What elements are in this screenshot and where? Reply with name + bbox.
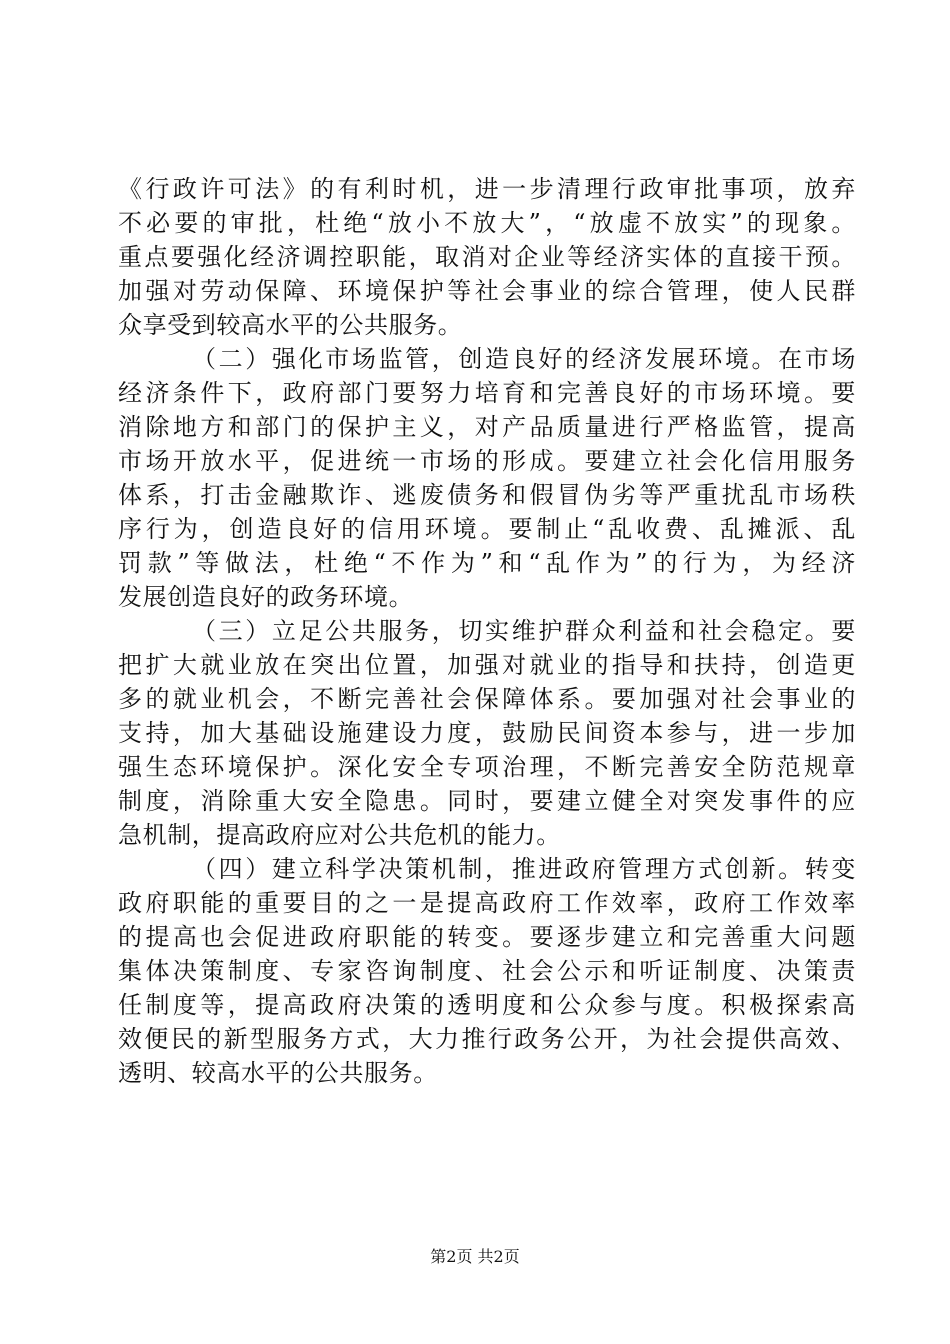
text-line: 任制度等，提高政府决策的透明度和公众参与度。积极探索高: [118, 991, 856, 1019]
paragraph-heading-line: （二）强化市场监管，创造良好的经济发展环境。在市场: [192, 345, 856, 373]
paragraph-heading-line: （四）建立科学决策机制，推进政府管理方式创新。转变: [192, 855, 856, 883]
text-line: 序行为，创造良好的信用环境。要制止“乱收费、乱摊派、乱: [118, 515, 856, 543]
text-line: 《行政许可法》的有利时机，进一步清理行政审批事项，放弃: [118, 175, 856, 203]
text-line: 强生态环境保护。深化安全专项治理，不断完善安全防范规章: [118, 753, 856, 781]
text-line: 多的就业机会，不断完善社会保障体系。要加强对社会事业的: [118, 685, 856, 713]
text-line: 消除地方和部门的保护主义，对产品质量进行严格监管，提高: [118, 413, 856, 441]
text-line: 的提高也会促进政府职能的转变。要逐步建立和完善重大问题: [118, 923, 856, 951]
text-line: 经济条件下，政府部门要努力培育和完善良好的市场环境。要: [118, 379, 856, 407]
text-line: 众享受到较高水平的公共服务。: [118, 311, 463, 339]
text-line: 政府职能的重要目的之一是提高政府工作效率，政府工作效率: [118, 889, 856, 917]
text-line: 制度，消除重大安全隐患。同时，要建立健全对突发事件的应: [118, 787, 856, 815]
text-line: 集体决策制度、专家咨询制度、社会公示和听证制度、决策责: [118, 957, 856, 985]
text-line: 透明、较高水平的公共服务。: [118, 1059, 438, 1087]
text-line: 把扩大就业放在突出位置，加强对就业的指导和扶持，创造更: [118, 651, 856, 679]
document-body: [118, 172, 856, 1090]
text-line: 发展创造良好的政务环境。: [118, 583, 414, 611]
text-line: 急机制，提高政府应对公共危机的能力。: [118, 821, 561, 849]
text-line: 体系，打击金融欺诈、逃废债务和假冒伪劣等严重扰乱市场秩: [118, 481, 856, 509]
page-number: 第2页 共2页: [430, 1247, 520, 1266]
text-line: 不必要的审批，杜绝“放小不放大”，“放虚不放实”的现象。: [118, 209, 856, 237]
paragraph-heading-line: （三）立足公共服务，切实维护群众利益和社会稳定。要: [192, 617, 856, 645]
text-line: 市场开放水平，促进统一市场的形成。要建立社会化信用服务: [118, 447, 856, 475]
text-line: 罚款”等做法，杜绝“不作为”和“乱作为”的行为，为经济: [118, 549, 856, 577]
text-line: 重点要强化经济调控职能，取消对企业等经济实体的直接干预。: [118, 243, 856, 271]
text-line: 加强对劳动保障、环境保护等社会事业的综合管理，使人民群: [118, 277, 856, 305]
text-line: 效便民的新型服务方式，大力推行政务公开，为社会提供高效、: [118, 1025, 856, 1053]
text-line: 支持，加大基础设施建设力度，鼓励民间资本参与，进一步加: [118, 719, 856, 747]
